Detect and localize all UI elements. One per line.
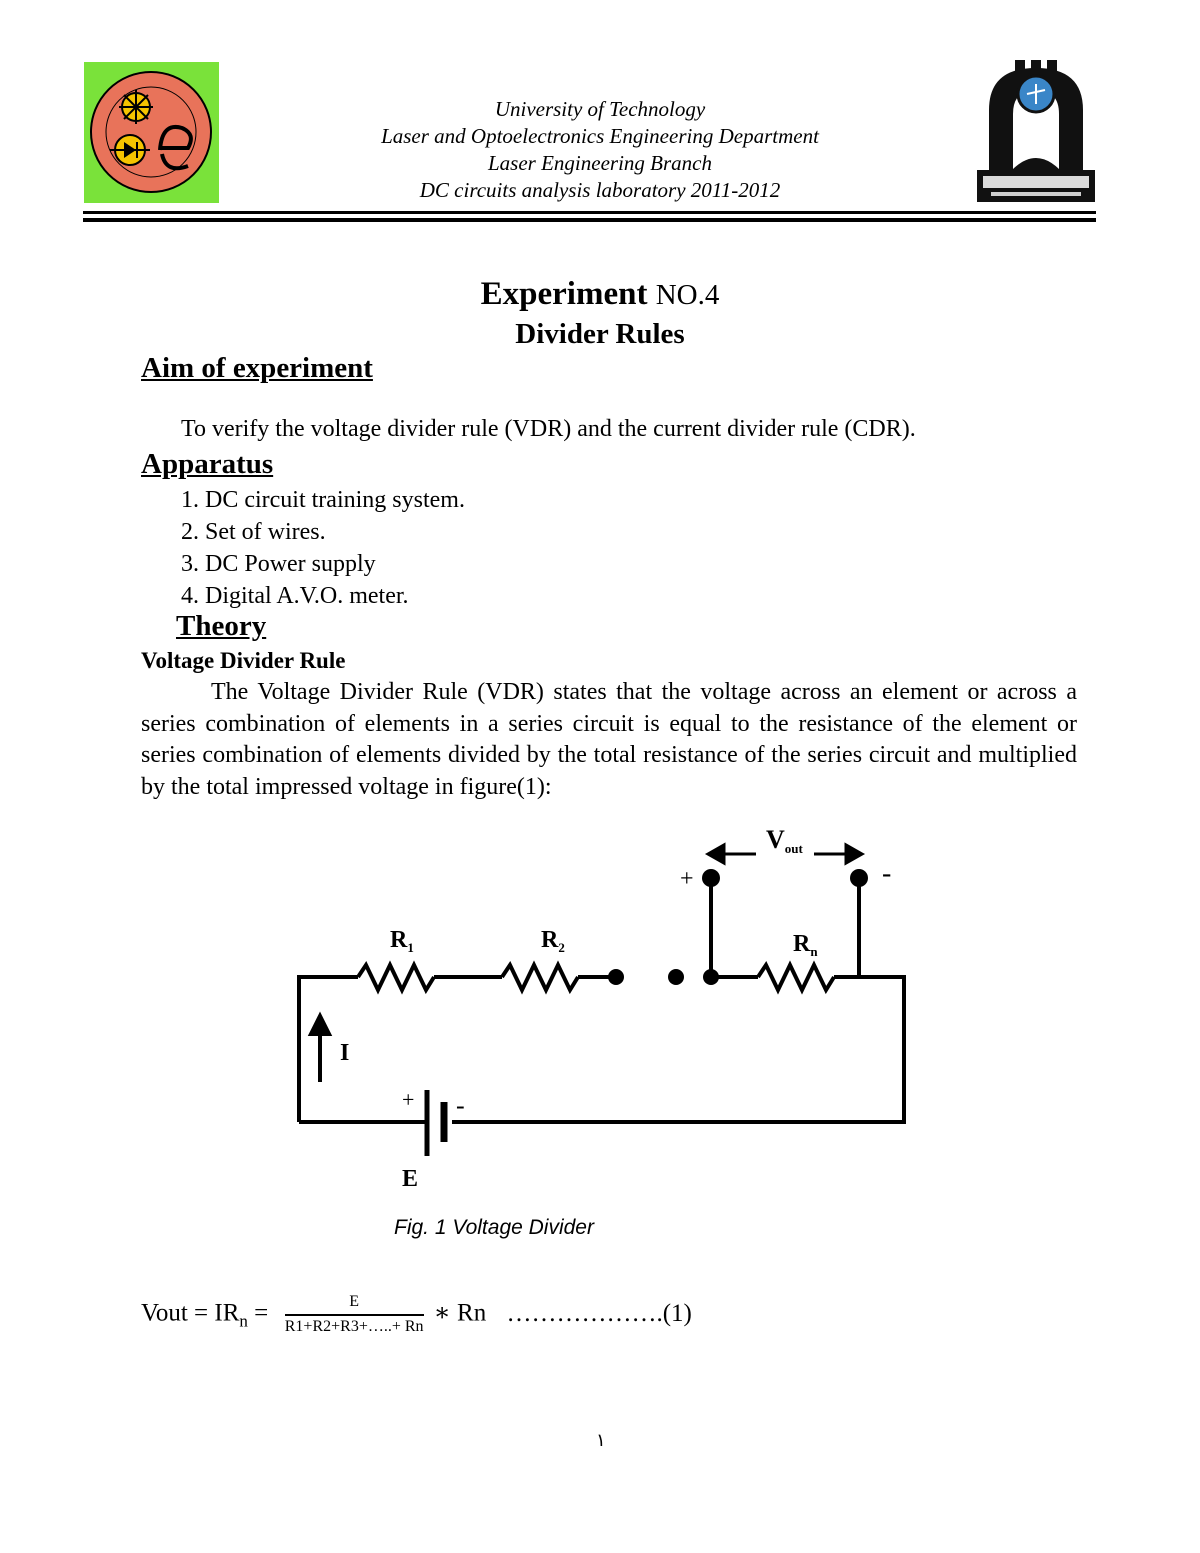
title-number: NO.4: [655, 279, 720, 311]
apparatus-heading: Apparatus: [141, 448, 274, 480]
title-main: Experiment: [480, 276, 648, 312]
page-number: ١: [596, 1430, 606, 1450]
label-minus-battery: -: [456, 1091, 465, 1120]
label-plus-battery: +: [402, 1087, 415, 1112]
voltage-divider-circuit: [280, 820, 930, 1200]
list-item: 2. Set of wires.: [181, 519, 326, 545]
list-item: 4. Digital A.V.O. meter.: [181, 583, 409, 609]
label-source: E: [402, 1166, 419, 1192]
list-item: 3. DC Power supply: [181, 551, 376, 577]
formula-equation-number: ……………….(1): [506, 1299, 692, 1327]
label-r1: $R_1$: [390, 927, 414, 955]
label-vout: Vout: [766, 825, 803, 856]
list-item: 1. DC circuit training system.: [181, 487, 465, 513]
header-university: University of Technology: [494, 97, 706, 121]
label-r2: $R_2$: [541, 927, 565, 955]
university-logo: [975, 60, 1097, 206]
formula-fraction: [285, 1292, 424, 1338]
vdr-subheading: Voltage Divider Rule: [141, 648, 346, 673]
label-rn: $R_n$: [793, 931, 818, 959]
formula-lhs-sub: n: [239, 1311, 248, 1331]
aim-text: To verify the voltage divider rule (VDR) and the current divider rule (CDR).: [181, 416, 916, 442]
label-plus-top: +: [680, 866, 694, 892]
figure-caption: Fig. 1 Voltage Divider: [394, 1216, 594, 1239]
label-minus-top: -: [882, 858, 892, 889]
header-block: [300, 96, 900, 204]
formula-lhs: Vout = IR: [141, 1299, 240, 1327]
theory-heading: Theory: [176, 610, 267, 642]
experiment-subtitle: Divider Rules: [515, 318, 685, 350]
apparatus-list: [181, 484, 465, 612]
header-rule-top: [83, 211, 1096, 214]
experiment-title: [0, 276, 1200, 313]
vdr-formula: [141, 1292, 692, 1338]
header-lab: DC circuits analysis laboratory 2011-2012: [419, 178, 781, 202]
header-rule-bottom: [83, 218, 1096, 222]
formula-denominator: R1+R2+R3+…..+ Rn: [284, 1318, 424, 1335]
formula-numerator: E: [285, 1292, 424, 1316]
label-current: I: [340, 1040, 350, 1066]
header-branch: Laser Engineering Branch: [488, 151, 712, 175]
formula-rhs: ∗ Rn: [433, 1299, 487, 1327]
aim-heading: Aim of experiment: [141, 352, 373, 384]
header-department: Laser and Optoelectronics Engineering Department: [381, 124, 819, 148]
department-logo: [84, 62, 219, 203]
vdr-paragraph: The Voltage Divider Rule (VDR) states that the voltage across an element or across a series combination of elements in a series circuit is equal to the resistance of the element or series combination of elements divided by the total resistance of the series circuit and multiplied by the total impressed voltage in figure(1):: [141, 679, 1077, 800]
formula-equals: =: [247, 1299, 275, 1327]
